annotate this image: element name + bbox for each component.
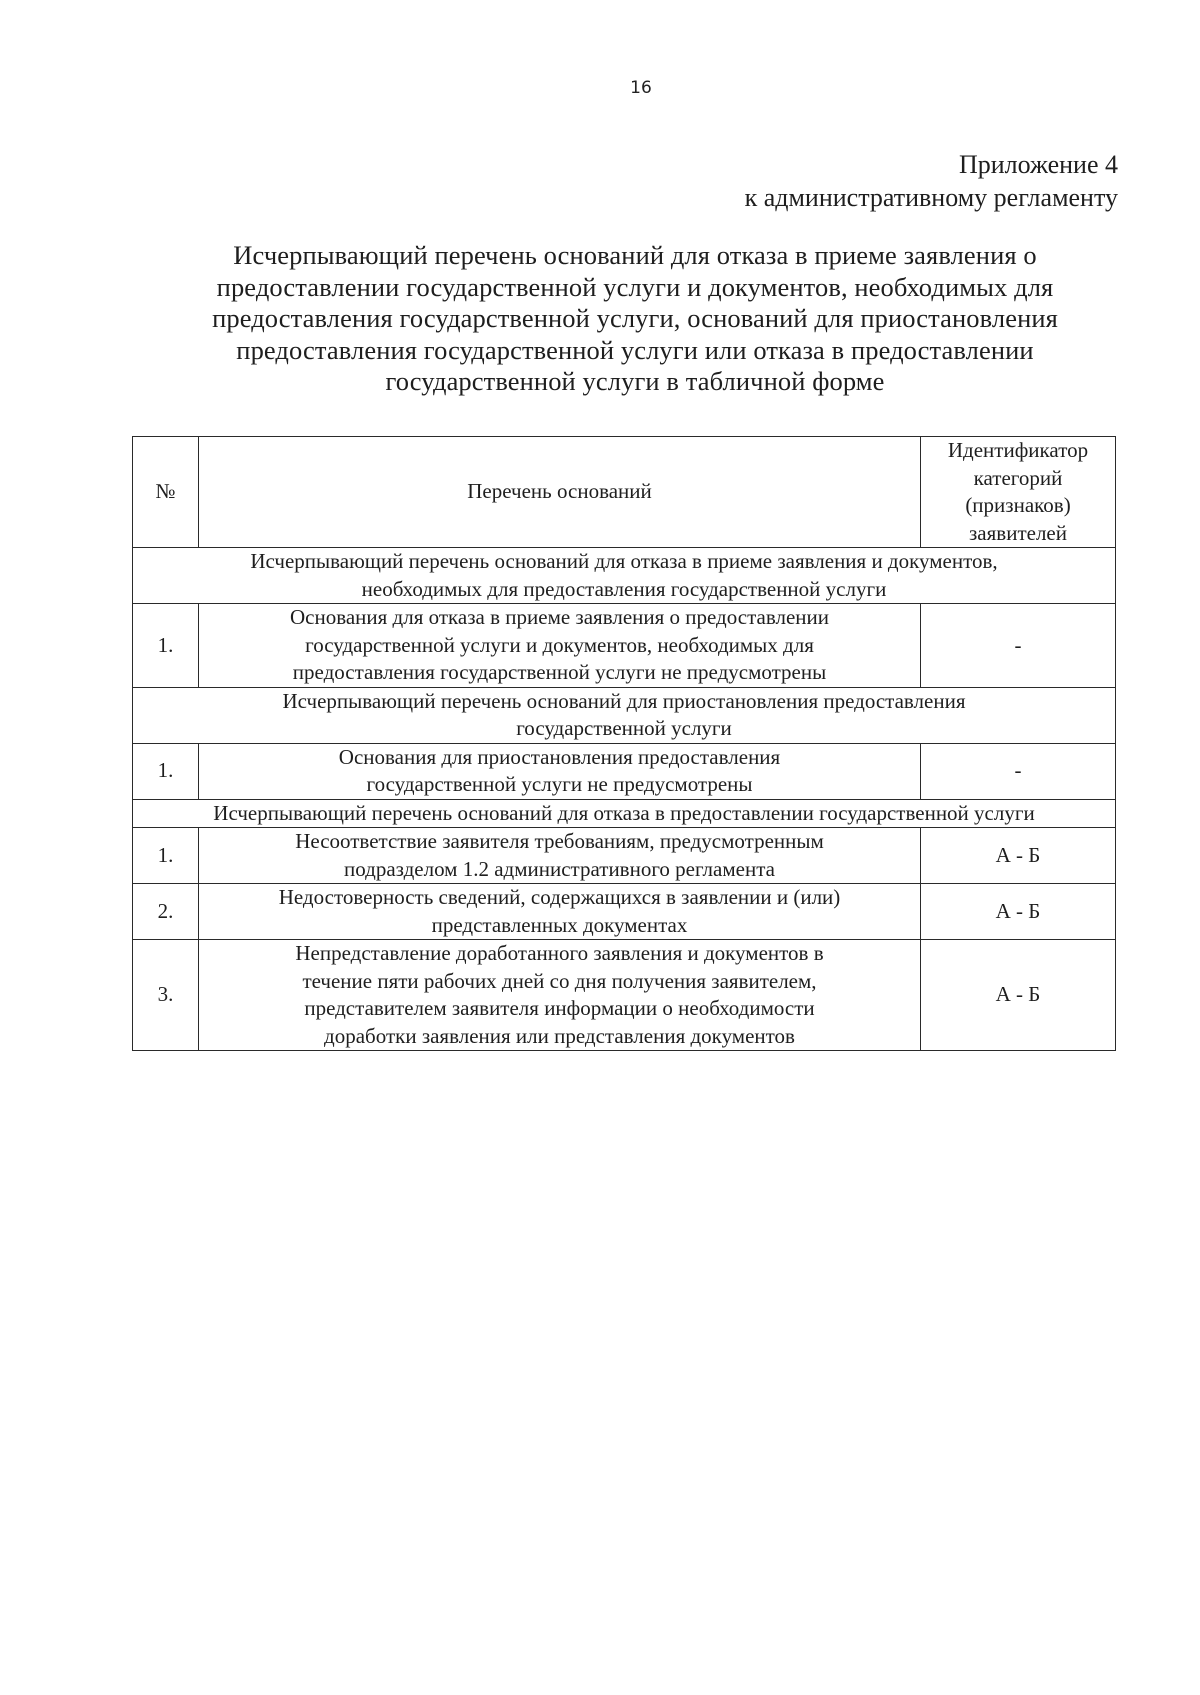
header-number: №	[133, 437, 199, 548]
table-row	[133, 884, 1116, 940]
table-row	[133, 743, 1116, 799]
title-line: предоставления государственной услуги, оснований для приостановления	[212, 303, 1058, 333]
section-heading-row	[133, 687, 1116, 743]
title-line: государственной услуги в табличной форме	[385, 366, 885, 396]
row-identifier: А - Б	[921, 940, 1116, 1051]
section-heading: Исчерпывающий перечень оснований для отказа в предоставлении государственной услуги	[133, 799, 1116, 828]
grounds-table	[132, 436, 1116, 1051]
row-identifier: -	[921, 743, 1116, 799]
table-row	[133, 828, 1116, 884]
row-reason: Основания для приостановления предоставления государственной услуги не предусмотрены	[199, 743, 921, 799]
title-line: Исчерпывающий перечень оснований для отказа в приеме заявления о	[233, 240, 1037, 270]
table-row	[133, 940, 1116, 1051]
section-heading-row	[133, 799, 1116, 828]
row-number: 1.	[133, 743, 199, 799]
table-row	[133, 604, 1116, 688]
table-header-row	[133, 437, 1116, 548]
row-number: 1.	[133, 828, 199, 884]
section-heading: Исчерпывающий перечень оснований для отказа в приеме заявления и документов, необходимых для предоставления государственной услуги	[133, 548, 1116, 604]
title-line: предоставления государственной услуги или отказа в предоставлении	[236, 334, 1034, 365]
row-number: 1.	[133, 604, 199, 688]
row-reason: Непредставление доработанного заявления и документов в течение пяти рабочих дней со дня получения заявителем, представителем заявителя информации о необходимости доработки заявления или представления документов	[199, 940, 921, 1051]
appendix-label	[745, 148, 1118, 214]
appendix-line-2: к административному регламенту	[744, 183, 1118, 212]
row-identifier: -	[921, 604, 1116, 688]
row-number: 3.	[133, 940, 199, 1051]
row-number: 2.	[133, 884, 199, 940]
section-heading: Исчерпывающий перечень оснований для приостановления предоставления государственной услуги	[133, 687, 1116, 743]
page-number: 16	[630, 78, 652, 98]
header-applicant-identifier: Идентификатор категорий (признаков) заявителей	[921, 437, 1116, 548]
section-heading-row	[133, 548, 1116, 604]
appendix-line-1: Приложение 4	[958, 150, 1118, 179]
header-grounds-list: Перечень оснований	[199, 437, 921, 548]
row-identifier: А - Б	[921, 884, 1116, 940]
row-reason: Несоответствие заявителя требованиям, предусмотренным подразделом 1.2 административного регламента	[199, 828, 921, 884]
row-reason: Основания для отказа в приеме заявления о предоставлении государственной услуги и документов, необходимых для предоставления государственной услуги не предусмотрены	[199, 604, 921, 688]
row-identifier: А - Б	[921, 828, 1116, 884]
title-line: предоставлении государственной услуги и документов, необходимых для	[216, 271, 1054, 302]
row-reason: Недостоверность сведений, содержащихся в заявлении и (или) представленных документах	[199, 884, 921, 940]
document-title	[165, 240, 1105, 398]
